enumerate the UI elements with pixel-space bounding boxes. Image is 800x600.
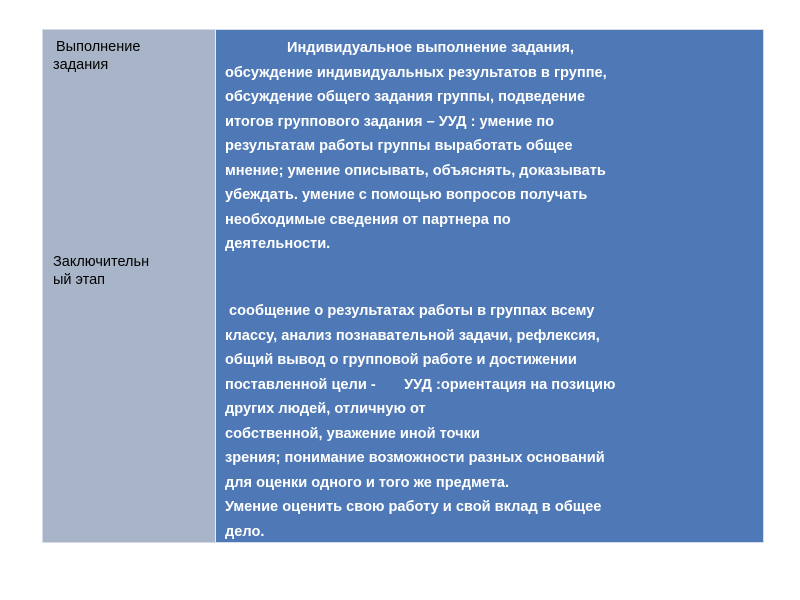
content-line: общий вывод о групповой работе и достижении (225, 352, 577, 368)
content-column (216, 30, 763, 542)
stage-label-line: задания (53, 57, 109, 73)
stage-label-final (53, 253, 213, 289)
content-line: мнение; умение описывать, объяснять, доказывать (225, 162, 606, 179)
content-line: деятельности. (225, 236, 331, 252)
content-line: сообщение о результатах работы в группах всему (229, 303, 595, 319)
stages-table (42, 29, 764, 543)
stage-label-line: Выполнение (56, 39, 141, 55)
content-line: Умение оценить свою работу и свой вклад в общее (225, 499, 602, 515)
stage-content-execution (225, 36, 755, 257)
content-line: классу, анализ познавательной задачи, рефлексия, (225, 327, 600, 344)
content-line: итогов группового задания – УУД : умение по (225, 113, 555, 130)
content-line: собственной, уважение иной точки (225, 425, 480, 442)
content-line: обсуждение общего задания группы, подведение (225, 89, 586, 105)
content-line: дело. (225, 523, 265, 540)
content-line: обсуждение индивидуальных результатов в группе, (225, 64, 607, 81)
content-line: других людей, отличную от (225, 401, 426, 417)
stage-content-final (225, 299, 760, 544)
stage-label-line: ый этап (53, 272, 106, 288)
stage-column (43, 30, 216, 542)
content-line: необходимые сведения от партнера по (225, 211, 511, 228)
content-line: результатам работы группы выработать общее (225, 138, 573, 154)
content-line: поставленной цели - УУД :ориентация на позицию (225, 376, 616, 393)
content-line: Индивидуальное выполнение задания, (287, 40, 574, 56)
content-line: зрения; понимание возможности разных оснований (225, 450, 605, 466)
content-line: для оценки одного и того же предмета. (225, 474, 510, 491)
stage-label-execution (53, 38, 203, 74)
stage-label-line: Заключительн (53, 254, 150, 270)
content-line: убеждать. умение с помощью вопросов получать (225, 187, 588, 203)
